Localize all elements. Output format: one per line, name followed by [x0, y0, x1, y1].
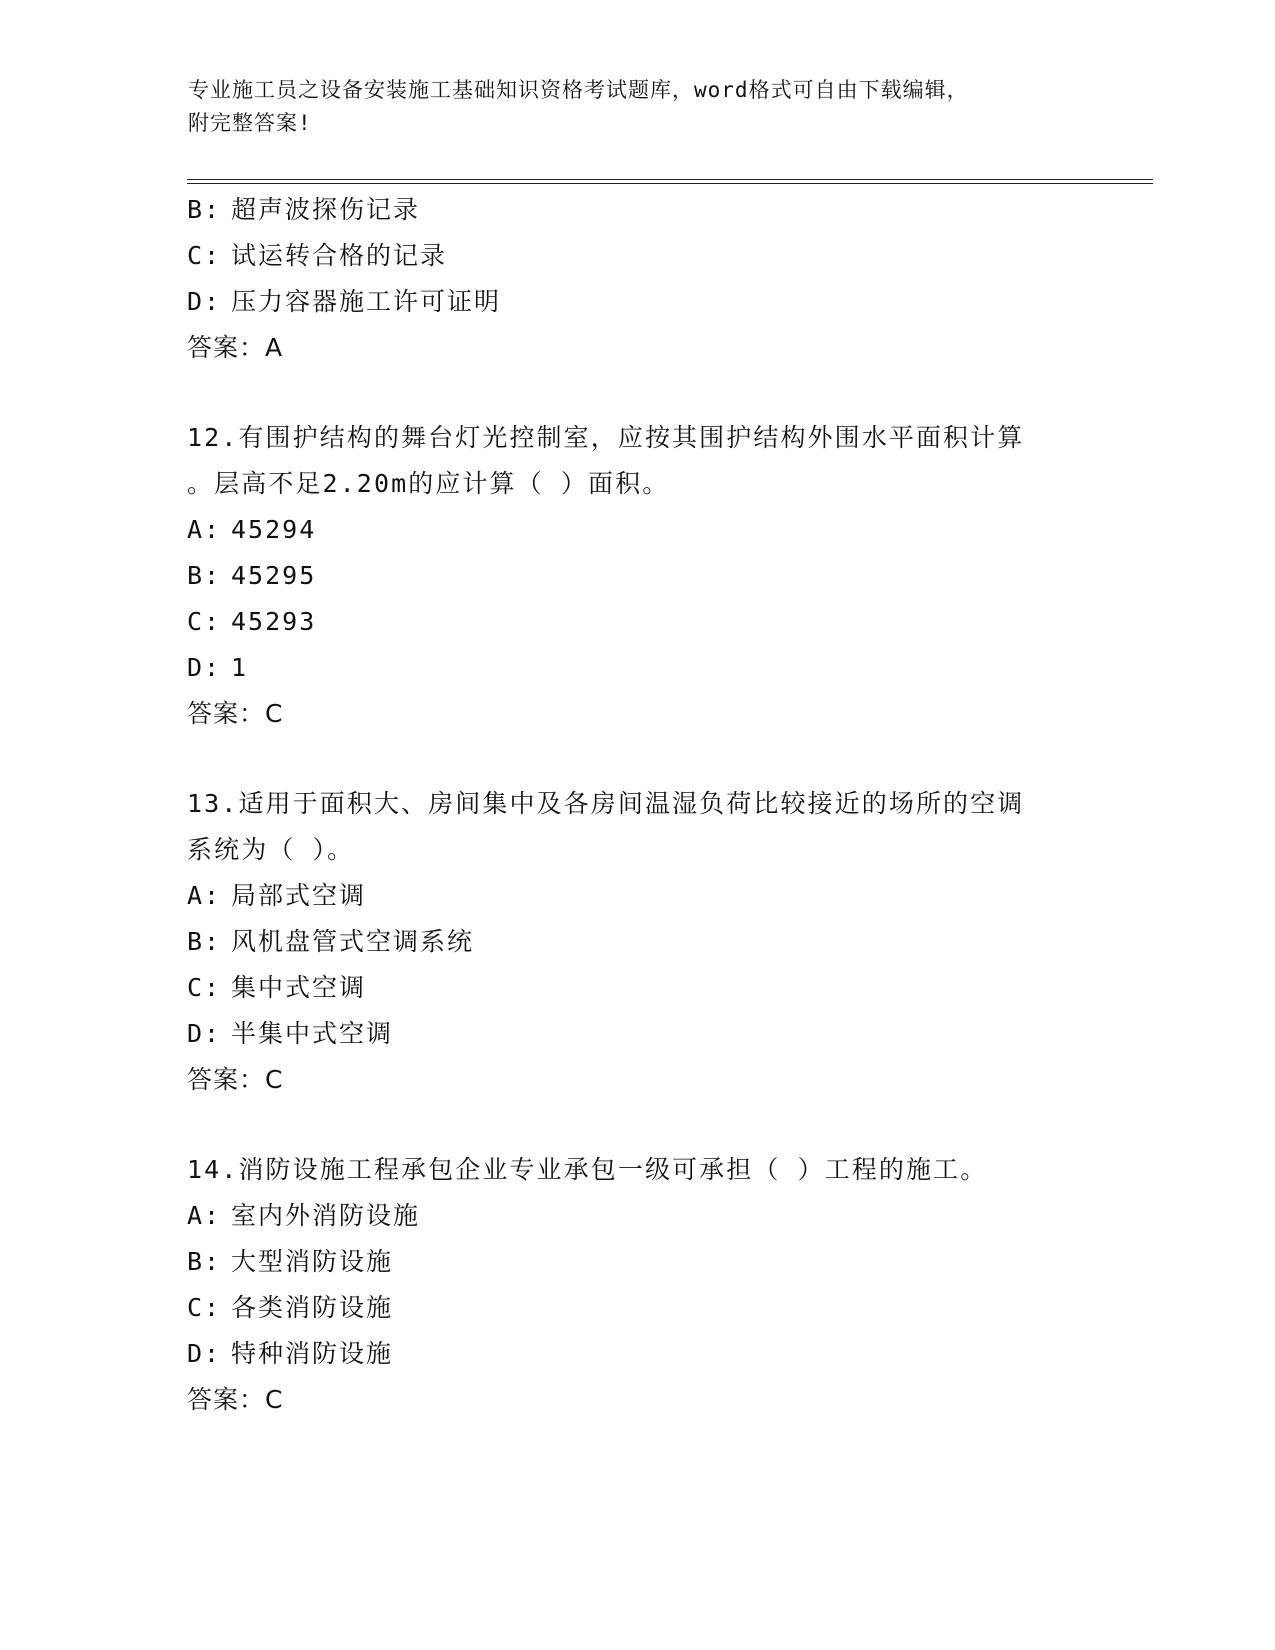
option-letter: C:: [187, 973, 222, 1002]
option-text: 局部式空调: [231, 881, 367, 910]
question-text-line-2: 。层高不足2.20m的应计算（ ）面积。: [187, 469, 670, 498]
answer-line: 答案：C: [187, 699, 284, 728]
option-letter: C:: [187, 607, 222, 636]
option-row: [187, 1285, 1087, 1331]
option-row: [187, 553, 1087, 599]
option-letter: B:: [187, 927, 222, 956]
option-text: 压力容器施工许可证明: [231, 287, 502, 316]
header-rule-bottom: [187, 183, 1153, 184]
option-text: 各类消防设施: [231, 1293, 394, 1322]
option-letter: B:: [187, 1247, 222, 1276]
option-letter: A:: [187, 1201, 222, 1230]
answer-line: 答案：A: [187, 333, 284, 362]
header-title-line-1: 专业施工员之设备安装施工基础知识资格考试题库，word格式可自由下载编辑，: [188, 78, 969, 102]
question-text-line-1: 14.消防设施工程承包企业专业承包一级可承担（ ）工程的施工。: [187, 1155, 988, 1184]
question-text: [187, 1147, 1087, 1193]
question-text: [187, 781, 1087, 873]
option-text: 1: [231, 653, 249, 682]
option-row: [187, 279, 1087, 325]
question-12: [187, 415, 1087, 737]
option-row: [187, 645, 1087, 691]
option-row: [187, 233, 1087, 279]
option-row: [187, 919, 1087, 965]
document-header: [188, 74, 1088, 140]
option-letter: B:: [187, 561, 222, 590]
answer-line: 答案：C: [187, 1385, 284, 1414]
option-text: 超声波探伤记录: [231, 195, 421, 224]
spacer: [187, 1103, 1087, 1147]
option-letter: C:: [187, 1293, 222, 1322]
header-rule-top: [187, 179, 1153, 180]
option-letter: D:: [187, 653, 222, 682]
question-text-line-2: 系统为（ ）。: [187, 835, 355, 864]
option-text: 45294: [231, 515, 317, 544]
question-text-line-1: 13.适用于面积大、房间集中及各房间温湿负荷比较接近的场所的空调: [187, 789, 1025, 818]
option-text: 室内外消防设施: [231, 1201, 421, 1230]
option-row: [187, 1331, 1087, 1377]
option-text: 风机盘管式空调系统: [231, 927, 475, 956]
option-row: [187, 507, 1087, 553]
question-text: [187, 415, 1087, 507]
option-text: 特种消防设施: [231, 1339, 394, 1368]
option-text: 半集中式空调: [231, 1019, 394, 1048]
option-letter: D:: [187, 287, 222, 316]
option-row: [187, 965, 1087, 1011]
option-letter: C:: [187, 241, 222, 270]
answer-line: 答案：C: [187, 1065, 284, 1094]
option-text: 45293: [231, 607, 317, 636]
option-text: 试运转合格的记录: [231, 241, 448, 270]
option-row: [187, 1011, 1087, 1057]
header-title-line-2: 附完整答案!: [188, 111, 312, 135]
option-letter: D:: [187, 1339, 222, 1368]
option-row: [187, 1239, 1087, 1285]
question-13: [187, 781, 1087, 1103]
option-row: [187, 599, 1087, 645]
question-14: [187, 1147, 1087, 1423]
question-list: [187, 187, 1087, 1423]
spacer: [187, 737, 1087, 781]
option-letter: A:: [187, 515, 222, 544]
option-row: [187, 187, 1087, 233]
option-letter: D:: [187, 1019, 222, 1048]
option-row: [187, 873, 1087, 919]
question-text-line-1: 12.有围护结构的舞台灯光控制室，应按其围护结构外围水平面积计算: [187, 423, 1025, 452]
option-text: 集中式空调: [231, 973, 367, 1002]
option-letter: B:: [187, 195, 222, 224]
option-text: 大型消防设施: [231, 1247, 394, 1276]
spacer: [187, 371, 1087, 415]
option-letter: A:: [187, 881, 222, 910]
question-11-continued: [187, 187, 1087, 371]
option-text: 45295: [231, 561, 317, 590]
option-row: [187, 1193, 1087, 1239]
